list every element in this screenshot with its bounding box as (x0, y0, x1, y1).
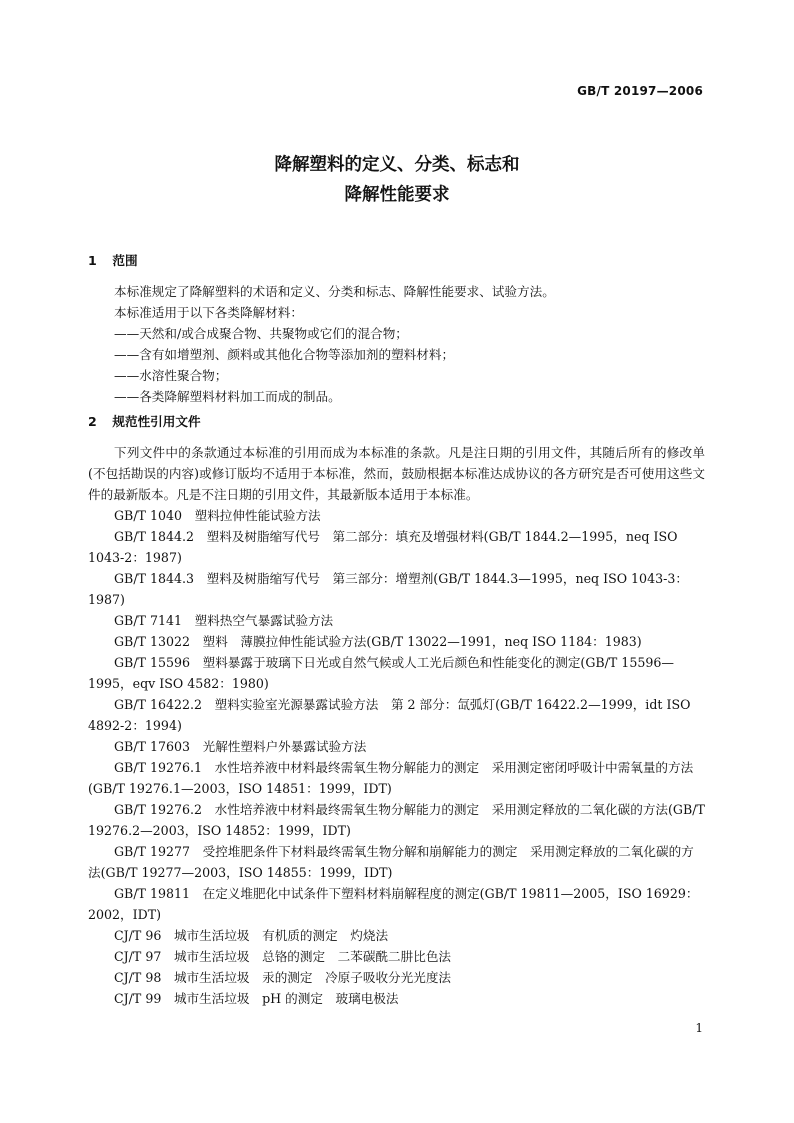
reference-entry: GB/T 16422.2 塑料实验室光源暴露试验方法 第 2 部分：氙弧灯(GB/T 16422.2—1999，idt ISO 4892-2：1994) (88, 697, 691, 733)
section-1-title: 范围 (112, 253, 138, 268)
reference-entry: GB/T 19277 受控堆肥条件下材料最终需氧生物分解和崩解能力的测定 采用测定释放的二氧化碳的方法(GB/T 19277—2003，ISO 14855：1999，IDT) (88, 844, 694, 880)
document-body (88, 250, 705, 1009)
reference-entry: GB/T 7141 塑料热空气暴露试验方法 (114, 613, 334, 628)
scope-list-item: ——水溶性聚合物； (114, 368, 228, 383)
scope-list-item: ——含有如增塑剂、颜料或其他化合物等添加剂的塑料材料； (114, 347, 455, 362)
reference-entry: CJ/T 97 城市生活垃圾 总铬的测定 二苯碳酰二肼比色法 (114, 949, 452, 964)
section-1-number: 1 (88, 253, 97, 268)
reference-entry: GB/T 15596 塑料暴露于玻璃下日光或自然气候或人工光后颜色和性能变化的测定(GB/T 15596—1995，eqv ISO 4582：1980) (88, 655, 674, 691)
reference-entry: GB/T 13022 塑料 薄膜拉伸性能试验方法(GB/T 13022—1991，neq ISO 1184：1983) (114, 634, 642, 649)
reference-entry: CJ/T 98 城市生活垃圾 汞的测定 冷原子吸收分光光度法 (114, 970, 452, 985)
reference-entry: GB/T 1844.2 塑料及树脂缩写代号 第二部分：填充及增强材料(GB/T 1844.2—1995，neq ISO 1043-2：1987) (88, 529, 678, 565)
reference-entry: CJ/T 99 城市生活垃圾 pH 的测定 玻璃电极法 (114, 991, 399, 1006)
reference-entry: GB/T 1040 塑料拉伸性能试验方法 (114, 508, 321, 523)
reference-entry: GB/T 19811 在定义堆肥化中试条件下塑料材料崩解程度的测定(GB/T 19811—2005，ISO 16929：2002，IDT) (88, 886, 699, 922)
document-title (0, 150, 794, 210)
scope-list-item: ——天然和/或合成聚合物、共聚物或它们的混合物； (114, 326, 408, 341)
reference-entry: GB/T 19276.2 水性培养液中材料最终需氧生物分解能力的测定 采用测定释放的二氧化碳的方法(GB/T 19276.2—2003，ISO 14852：1999，IDT) (88, 802, 705, 838)
reference-entry: GB/T 19276.1 水性培养液中材料最终需氧生物分解能力的测定 采用测定密闭呼吸计中需氧量的方法(GB/T 19276.1—2003，ISO 14851：1999，IDT) (88, 760, 694, 796)
section-2-title: 规范性引用文件 (112, 414, 201, 429)
title-line-1: 降解塑料的定义、分类、标志和 (274, 155, 520, 175)
section-1-heading (88, 250, 705, 272)
section-2-heading (88, 411, 705, 433)
standard-code: GB/T 20197—2006 (577, 84, 703, 98)
scope-paragraph: 本标准适用于以下各类降解材料： (114, 305, 303, 320)
scope-list-item: ——各类降解塑料材料加工而成的制品。 (114, 389, 341, 404)
title-line-2: 降解性能要求 (344, 185, 450, 205)
reference-entry: GB/T 1844.3 塑料及树脂缩写代号 第三部分：增塑剂(GB/T 1844.3—1995，neq ISO 1043-3：1987) (88, 571, 688, 607)
reference-entry: GB/T 17603 光解性塑料户外暴露试验方法 (114, 739, 367, 754)
section-2-number: 2 (88, 414, 97, 429)
references-intro: 下列文件中的条款通过本标准的引用而成为本标准的条款。凡是注日期的引用文件，其随后所有的修改单(不包括勘误的内容)或修订版均不适用于本标准，然而，鼓励根据本标准达成协议的各方研究是否可使用这些文件的最新版本。凡是不注日期的引用文件，其最新版本适用于本标准。 (88, 445, 705, 502)
reference-entry: CJ/T 96 城市生活垃圾 有机质的测定 灼烧法 (114, 928, 389, 943)
page-number: 1 (695, 1021, 703, 1035)
scope-paragraph: 本标准规定了降解塑料的术语和定义、分类和标志、降解性能要求、试验方法。 (114, 284, 555, 299)
